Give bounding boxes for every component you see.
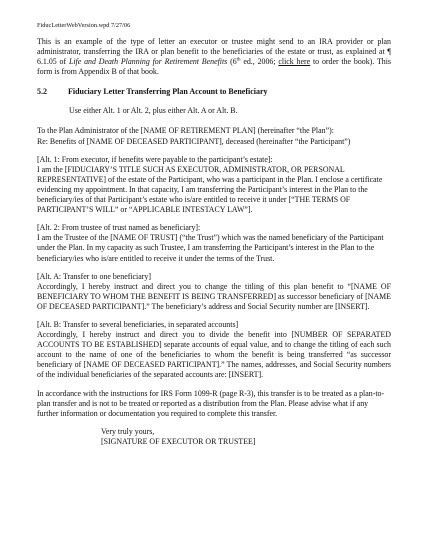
alt-b-body: Accordingly, I hereby instruct and direct you to divide the benefit into [NUMBER OF SEPARATED ACCOUNTS TO BE ESTABLISHED] separate accounts of equal value, and to change the titling of each such account to the name of one of the beneficiaries to whom the benefit is being transferred “as successor beneficiary of [NAME OF DECEASED PARTICIPANT].” The names, addresses, and Social Security numbers of the individual beneficiaries of the separated accounts are: [INSERT]. — [37, 330, 391, 380]
signature-closing: Very truly yours, — [101, 426, 155, 436]
alt-a-body: Accordingly, I hereby instruct and direct you to change the titling of this plan benefit to “[NAME OF BENEFICIARY TO WHOM THE BENEFIT IS BEING TRANSFERRED] as successor beneficiary of [NAME OF DECEASED PARTICIPANT].” The beneficiary’s address and Social Security number are [INSERT]. — [37, 281, 391, 311]
alt-1-body: I am the [FIDUCIARY’S TITLE SUCH AS EXECUTOR, ADMINISTRATOR, OR PERSONAL REPRESENTATIVE] of the estate of the Participant, who was a participant in the Plan. I enclose a certificate evidencing my appointment. In that capacity, I am transferring the Participant’s interest in the Plan to the beneficiary/ies of that Participant’s estate who is/are entitled to receive it under [“THE TERMS OF PARTICIPANT’S WILL” or “APPLICABLE INTESTACY LAW”]. — [37, 164, 383, 215]
intro-text: This is an example of the type of letter an executor or trustee might send to an IRA provider or plan administrator, transferring the IRA or plan benefit to the beneficiaries of the estate or trust, as explained at ¶ 6.1.05 of — [37, 37, 391, 67]
order-book-link[interactable]: click here — [278, 57, 311, 67]
instruction-line: Use either Alt. 1 or Alt. 2, plus either Alt. A or Alt. B. — [69, 106, 238, 116]
edition-superscript: th — [236, 57, 241, 63]
edition-post: ed., 2006; — [240, 57, 279, 67]
section-number: 5.2 — [37, 87, 47, 97]
address-re: Re: Benefits of [NAME OF DECEASED PARTICIPANT], deceased (hereinafter “the Participant”) — [37, 136, 351, 146]
alt-1-title: [Alt. 1: From executor, if benefits were payable to the participant’s estate]: — [37, 154, 273, 164]
intro-paragraph — [37, 37, 391, 77]
document-header: FiducLetterWebVersion.wpd 7/27/06 — [37, 22, 131, 29]
section-title: Fiduciary Letter Transferring Plan Account to Beneficiary — [68, 87, 268, 97]
alt-2-title: [Alt. 2: From trustee of trust named as beneficiary]: — [37, 223, 201, 233]
alt-1-block — [37, 155, 391, 216]
alt-2-block — [37, 223, 391, 263]
section-heading — [37, 87, 391, 96]
alt-a-block — [37, 272, 391, 312]
alt-a-title: [Alt. A: Transfer to one beneficiary] — [37, 271, 151, 281]
edition-pre: (6 — [227, 57, 237, 67]
alt-b-title: [Alt. B: Transfer to several beneficiaries, in separated accounts] — [37, 319, 239, 329]
alt-b-block — [37, 320, 391, 381]
signature-block — [37, 427, 391, 447]
alt-2-body: I am the Trustee of the [NAME OF TRUST] (“the Trust”) which was the named beneficiary of the Participant under the Plan. In my capacity as such Trustee, I am transferring the Participant’s interest in the Plan to the beneficiary/ies who is/are entitled to receive it under the terms of the Trust. — [37, 233, 384, 263]
book-title: Life and Death Planning for Retirement Benefits — [68, 57, 228, 67]
intro-text-end: to order the book). This form is from Appendix B of that book. — [37, 57, 391, 77]
closing-paragraph: In accordance with the instructions for IRS Form 1099-R (page R-3), this transfer is to be treated as a plan-to-plan transfer and is not to be treated or reported as a distribution from the Plan. Please advise what if any further information or documentation you required to complete this transfer. — [37, 388, 385, 418]
address-to: To the Plan Administrator of the [NAME OF RETIREMENT PLAN] (hereinafter “the Plan”): — [37, 126, 334, 136]
address-block — [37, 126, 391, 146]
signature-line: [SIGNATURE OF EXECUTOR OR TRUSTEE] — [101, 436, 256, 446]
